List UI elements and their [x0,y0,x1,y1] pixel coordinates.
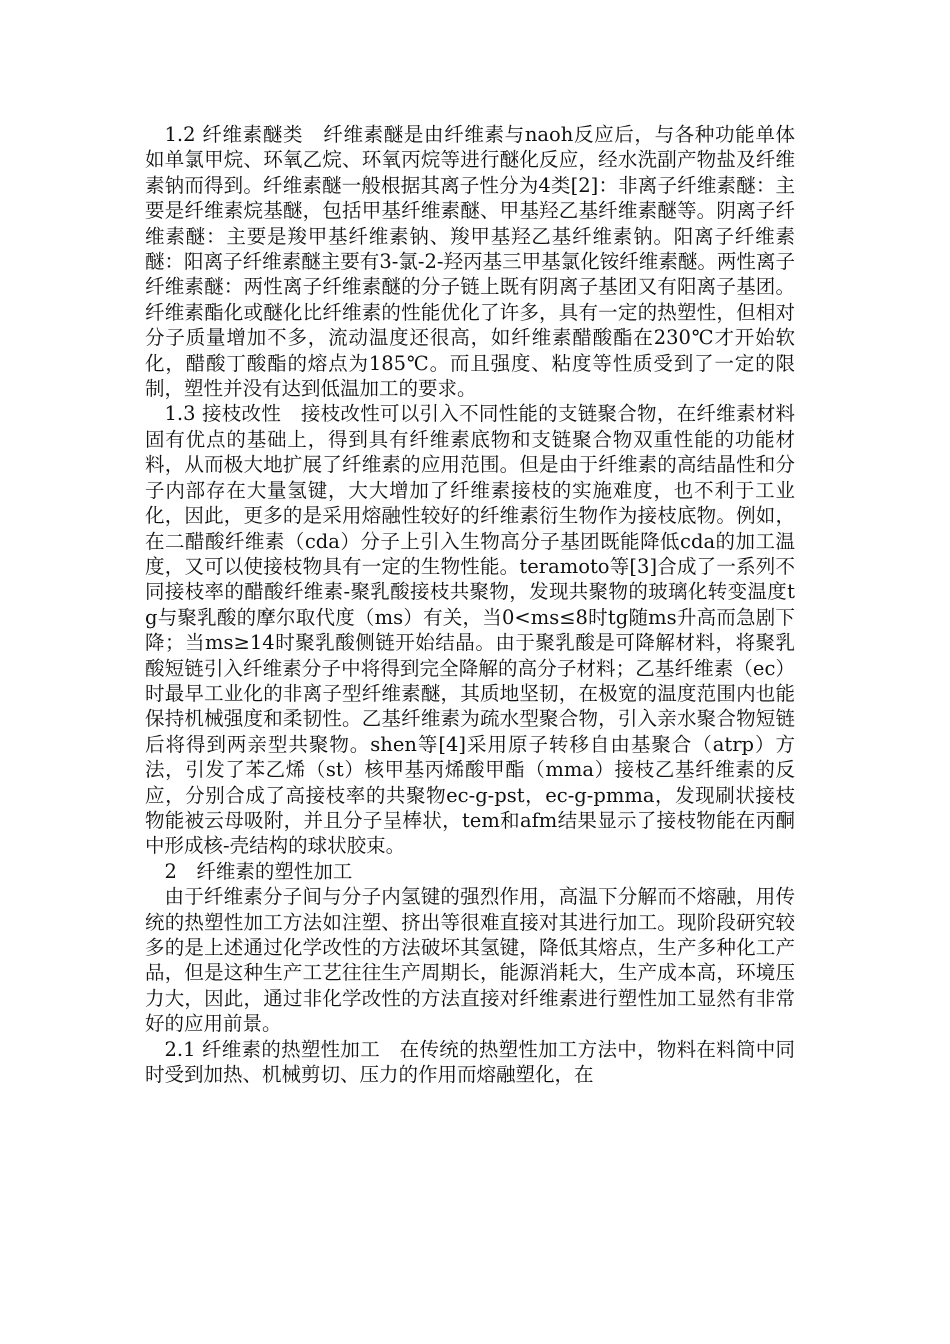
paragraph-plastic-processing-intro: 由于纤维素分子间与分子内氢键的强烈作用，高温下分解而不熔融，用传统的热塑性加工方法如注塑、挤出等很难直接对其进行加工。现阶段研究较多的是上述通过化学改性的方法破坏其氢键，降低其熔点，生产多种化工产品，但是这种生产工艺往往生产周期长，能源消耗大，生产成本高，环境压力大，因此，通过非化学改性的方法直接对纤维素进行塑性加工显然有非常好的应用前景。 [145,885,795,1036]
section-heading-plastic-processing: 2 纤维素的塑性加工 [164,859,353,883]
paragraph-thermoplastic-processing: 2.1 纤维素的热塑性加工 在传统的热塑性加工方法中，物料在料筒中同时受到加热、机械剪切、压力的作用而熔融塑化，在 [145,1037,795,1087]
paragraph-graft-modification: 1.3 接枝改性 接枝改性可以引入不同性能的支链聚合物，在纤维素材料固有优点的基础上，得到具有纤维素底物和支链聚合物双重性能的功能材料，从而极大地扩展了纤维素的应用范围。但是由于纤维素的高结晶性和分子内部存在大量氢键，大大增加了纤维素接枝的实施难度，也不利于工业化，因此，更多的是采用熔融性较好的纤维素衍生物作为接枝底物。例如，在二醋酸纤维素（cda）分子上引入生物高分子基团既能降低cda的加工温度，又可以使接枝物具有一定的生物性能。teramoto等[3]合成了一系列不同接枝率的醋酸纤维素-聚乳酸接枝共聚物，发现共聚物的玻璃化转变温度tg与聚乳酸的摩尔取代度（ms）有关，当0<ms≤8时tg随ms升高而急剧下降；当ms≥14时聚乳酸侧链开始结晶。由于聚乳酸是可降解材料，将聚乳酸短链引入纤维素分子中将得到完全降解的高分子材料；乙基纤维素（ec）时最早工业化的非离子型纤维素醚，其质地坚韧，在极宽的温度范围内也能保持机械强度和柔韧性。乙基纤维素为疏水型聚合物，引入亲水聚合物短链后将得到两亲型共聚物。shen等[4]采用原子转移自由基聚合（atrp）方法，引发了苯乙烯（st）核甲基丙烯酸甲酯（mma）接枝乙基纤维素的反应，分别合成了高接枝率的共聚物ec-g-pst，ec-g-pmma，发现刷状接枝物能被云母吸附，并且分子呈棒状，tem和afm结果显示了接枝物能在丙酮中形成核-壳结构的球状胶束。 [145,402,795,858]
document-body [145,122,795,1087]
paragraph-cellulose-ethers: 1.2 纤维素醚类 纤维素醚是由纤维素与naoh反应后，与各种功能单体如单氯甲烷、环氧乙烷、环氧丙烷等进行醚化反应，经水洗副产物盐及纤维素钠而得到。纤维素醚一般根据其离子性分为4类[2]：非离子纤维素醚：主要是纤维素烷基醚，包括甲基纤维素醚、甲基羟乙基纤维素醚等。阴离子纤维素醚：主要是羧甲基纤维素钠、羧甲基羟乙基纤维素钠。阳离子纤维素醚：阳离子纤维素醚主要有3-氯-2-羟丙基三甲基氯化铵纤维素醚。两性离子纤维素醚：两性离子纤维素醚的分子链上既有阴离子基团又有阳离子基团。纤维素酯化或醚化比纤维素的性能优化了许多，具有一定的热塑性，但相对分子质量增加不多，流动温度还很高，如纤维素醋酸酯在230℃才开始软化，醋酸丁酸酯的熔点为185℃。而且强度、粘度等性质受到了一定的限制，塑性并没有达到低温加工的要求。 [145,123,795,401]
